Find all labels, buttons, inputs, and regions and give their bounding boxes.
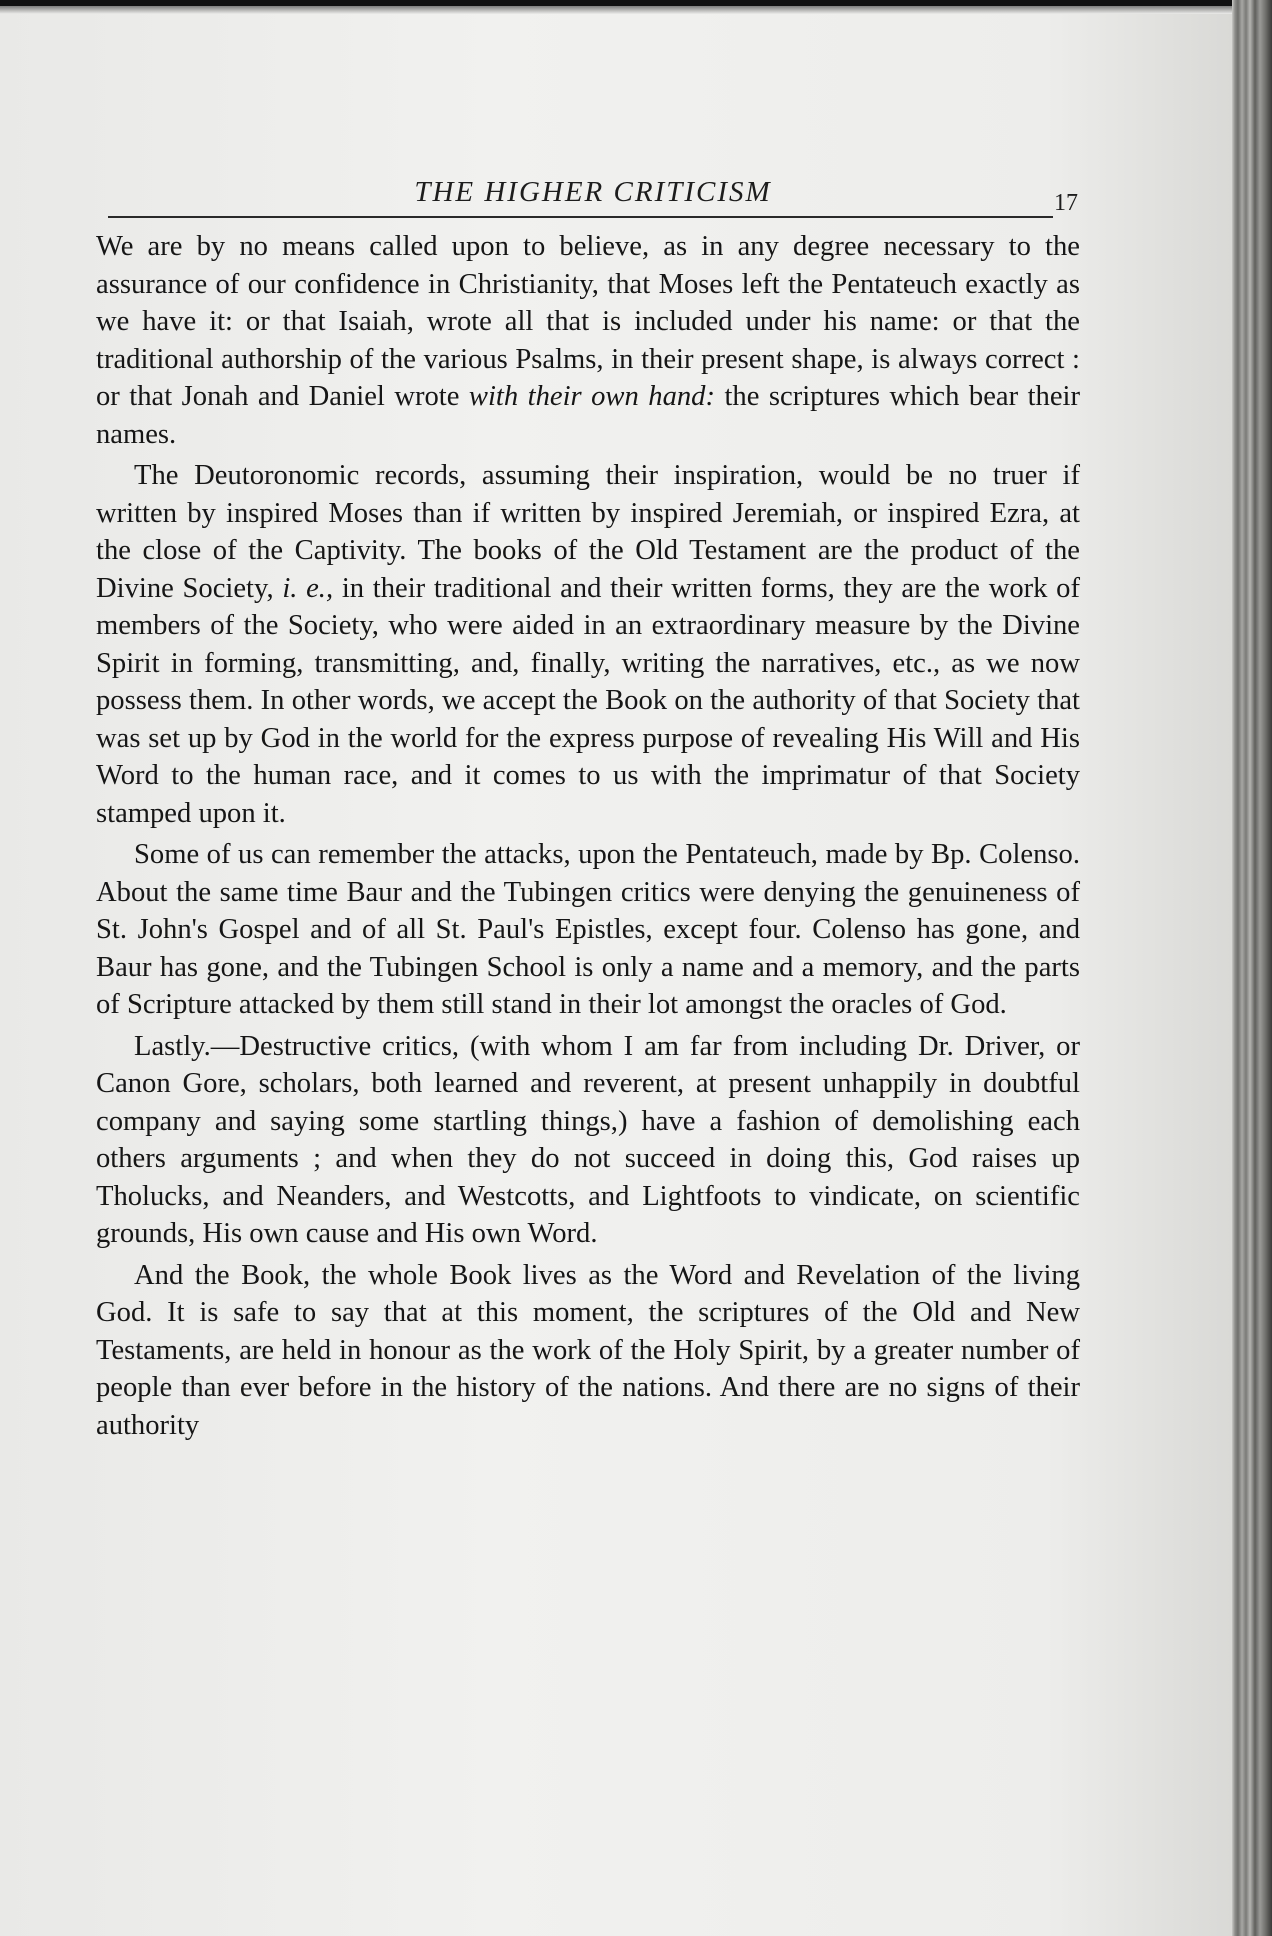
page-number: 17 — [1054, 190, 1078, 216]
paragraph — [96, 457, 1080, 832]
paragraph — [96, 836, 1080, 1024]
paragraph — [96, 1257, 1080, 1445]
paragraph-text: in their traditional and their written forms, they are the work of members of the Society, who were aided in an extraordinary measure by the Divine Spirit in forming, transmitting, and, finally, writing the narratives, etc., as we now possess them. In other words, we accept the Book on the authority of that Society that was set up by God in the world for the express purpose of revealing His Will and His Word to the human race, and it comes to us with the imprimatur of that Society stamped upon it. — [96, 572, 1080, 829]
paragraph — [96, 228, 1080, 453]
body-text — [96, 228, 1080, 1448]
emphasis-text: i. e., — [282, 572, 334, 604]
header-rule — [108, 216, 1053, 218]
top-border — [0, 0, 1272, 6]
paragraph-text: We are by no means called upon to believe, as in any degree necessary to the assurance of our confidence in Christianity, that Moses left the Pentateuch exactly as we have it: or that Isaiah, wrote all that is included under his name: or that the traditional authorship of the various Psalms, in their present shape, is always correct : or that Jonah and Daniel wrote — [96, 231, 1080, 412]
paragraph-text: Lastly.—Destructive critics, (with whom I am far from including Dr. Driver, or Canon Gore, scholars, both learned and reverent, at present unhappily in doubtful company and saying some startling things,) have a fashion of demolishing each others arguments ; and when they do not succeed in doing this, God raises up Tholucks, and Neanders, and Westcotts, and Lightfoots to vindicate, on scientific grounds, His own cause and His own Word. — [96, 1030, 1080, 1249]
paragraph-text: The Deutoronomic records, assuming their inspiration, would be no truer if written by inspired Moses than if written by inspired Jeremiah, or inspired Ezra, at the close of the Captivity. The books of the Old Testament are the product of the Divine Society, — [96, 460, 1080, 604]
paragraph-text: the scriptures which bear their names. — [96, 381, 1080, 450]
paragraph-text: And the Book, the whole Book lives as the Word and Revelation of the living God. It is safe to say that at this moment, the scriptures of the Old and New Testaments, are held in honour as the work of the Holy Spirit, by a greater number of people than ever before in the history of the nations. And there are no signs of their authority — [96, 1259, 1080, 1441]
running-head — [108, 170, 1078, 230]
emphasis-text: with their own hand: — [468, 381, 715, 412]
paragraph — [96, 1028, 1080, 1253]
paragraph-text: Some of us can remember the attacks, upon the Pentateuch, made by Bp. Colenso. About the same time Baur and the Tubingen critics were denying the genuineness of St. John's Gospel and of all St. Paul's Epistles, except four. Colenso has gone, and Baur has gone, and the Tubingen School is only a name and a memory, and the parts of Scripture attacked by them still stand in their lot amongst the oracles of God. — [96, 839, 1080, 1020]
book-edge — [1232, 0, 1272, 1936]
running-title: THE HIGHER CRITICISM — [414, 176, 772, 208]
